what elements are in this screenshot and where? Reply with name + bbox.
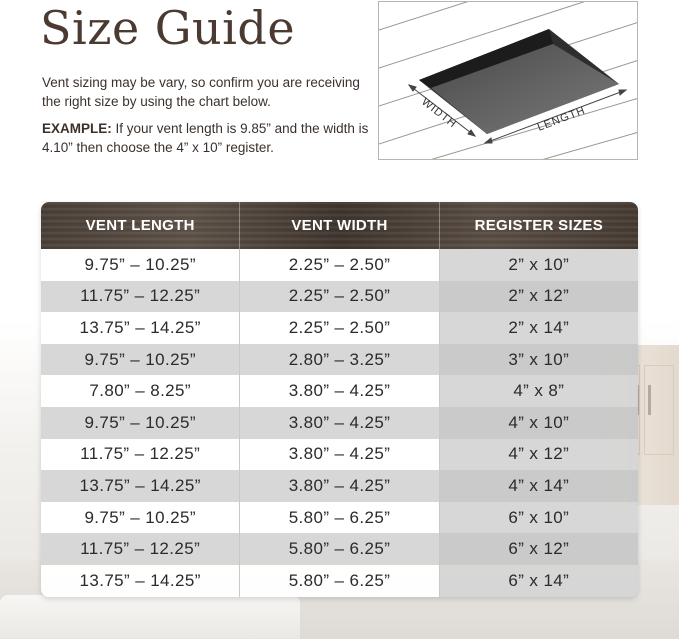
table-row	[41, 375, 638, 407]
cell-vent-width: 3.80” – 4.25”	[240, 439, 439, 471]
table-row	[41, 407, 638, 439]
table-row	[41, 281, 638, 313]
cell-register-size: 4” x 12”	[440, 439, 638, 471]
intro-text	[42, 73, 372, 165]
table-row	[41, 344, 638, 376]
header-vent-length: VENT LENGTH	[41, 202, 240, 249]
cell-register-size: 4” x 14”	[440, 470, 638, 502]
size-chart-table	[41, 202, 638, 597]
cell-vent-length: 11.75” – 12.25”	[41, 281, 240, 313]
cabinet-handle	[648, 385, 651, 415]
cell-register-size: 6” x 14”	[440, 565, 638, 597]
cell-register-size: 6” x 10”	[440, 502, 638, 534]
cell-vent-length: 13.75” – 14.25”	[41, 312, 240, 344]
cell-vent-length: 9.75” – 10.25”	[41, 407, 240, 439]
cell-vent-width: 2.25” – 2.50”	[240, 281, 439, 313]
cell-register-size: 4” x 10”	[440, 407, 638, 439]
example-text: If your vent length is 9.85” and the width is 4.10” then choose the 4” x 10” register.	[42, 121, 369, 155]
cell-vent-width: 3.80” – 4.25”	[240, 375, 439, 407]
cell-register-size: 4” x 8”	[440, 375, 638, 407]
example-paragraph	[42, 119, 372, 157]
cell-vent-length: 9.75” – 10.25”	[41, 344, 240, 376]
cell-vent-length: 13.75” – 14.25”	[41, 565, 240, 597]
cell-vent-width: 5.80” – 6.25”	[240, 533, 439, 565]
width-label: WIDTH	[419, 95, 459, 131]
example-label: EXAMPLE:	[42, 121, 112, 136]
page-title: Size Guide	[40, 1, 296, 55]
length-label: LENGTH	[535, 104, 588, 134]
cell-vent-width: 5.80” – 6.25”	[240, 502, 439, 534]
table-row	[41, 249, 638, 281]
header-vent-width: VENT WIDTH	[240, 202, 439, 249]
cell-vent-length: 11.75” – 12.25”	[41, 439, 240, 471]
cell-vent-width: 3.80” – 4.25”	[240, 407, 439, 439]
table-row	[41, 565, 638, 597]
cell-register-size: 2” x 12”	[440, 281, 638, 313]
cell-register-size: 3” x 10”	[440, 344, 638, 376]
cell-vent-length: 11.75” – 12.25”	[41, 533, 240, 565]
header-register-sizes: REGISTER SIZES	[474, 217, 604, 234]
intro-paragraph: Vent sizing may be vary, so confirm you are receiving the right size by using the chart below.	[42, 75, 360, 109]
vent-opening-illustration	[379, 2, 638, 160]
cell-vent-width: 2.25” – 2.50”	[240, 249, 439, 281]
cell-vent-length: 9.75” – 10.25”	[41, 502, 240, 534]
vent-diagram	[378, 1, 638, 160]
table-row	[41, 502, 638, 534]
background-sofa	[0, 595, 300, 639]
table-row	[41, 439, 638, 471]
table-body	[41, 249, 638, 597]
table-row	[41, 312, 638, 344]
table-row	[41, 470, 638, 502]
cell-register-size: 2” x 14”	[440, 312, 638, 344]
cell-register-size: 6” x 12”	[440, 533, 638, 565]
cell-vent-length: 9.75” – 10.25”	[41, 249, 240, 281]
table-row	[41, 533, 638, 565]
cell-vent-width: 5.80” – 6.25”	[240, 565, 439, 597]
cell-vent-length: 13.75” – 14.25”	[41, 470, 240, 502]
cell-vent-width: 2.25” – 2.50”	[240, 312, 439, 344]
cell-vent-width: 3.80” – 4.25”	[240, 470, 439, 502]
cell-vent-width: 2.80” – 3.25”	[240, 344, 439, 376]
cell-vent-length: 7.80” – 8.25”	[41, 375, 240, 407]
table-header	[41, 202, 638, 249]
cell-register-size: 2” x 10”	[440, 249, 638, 281]
